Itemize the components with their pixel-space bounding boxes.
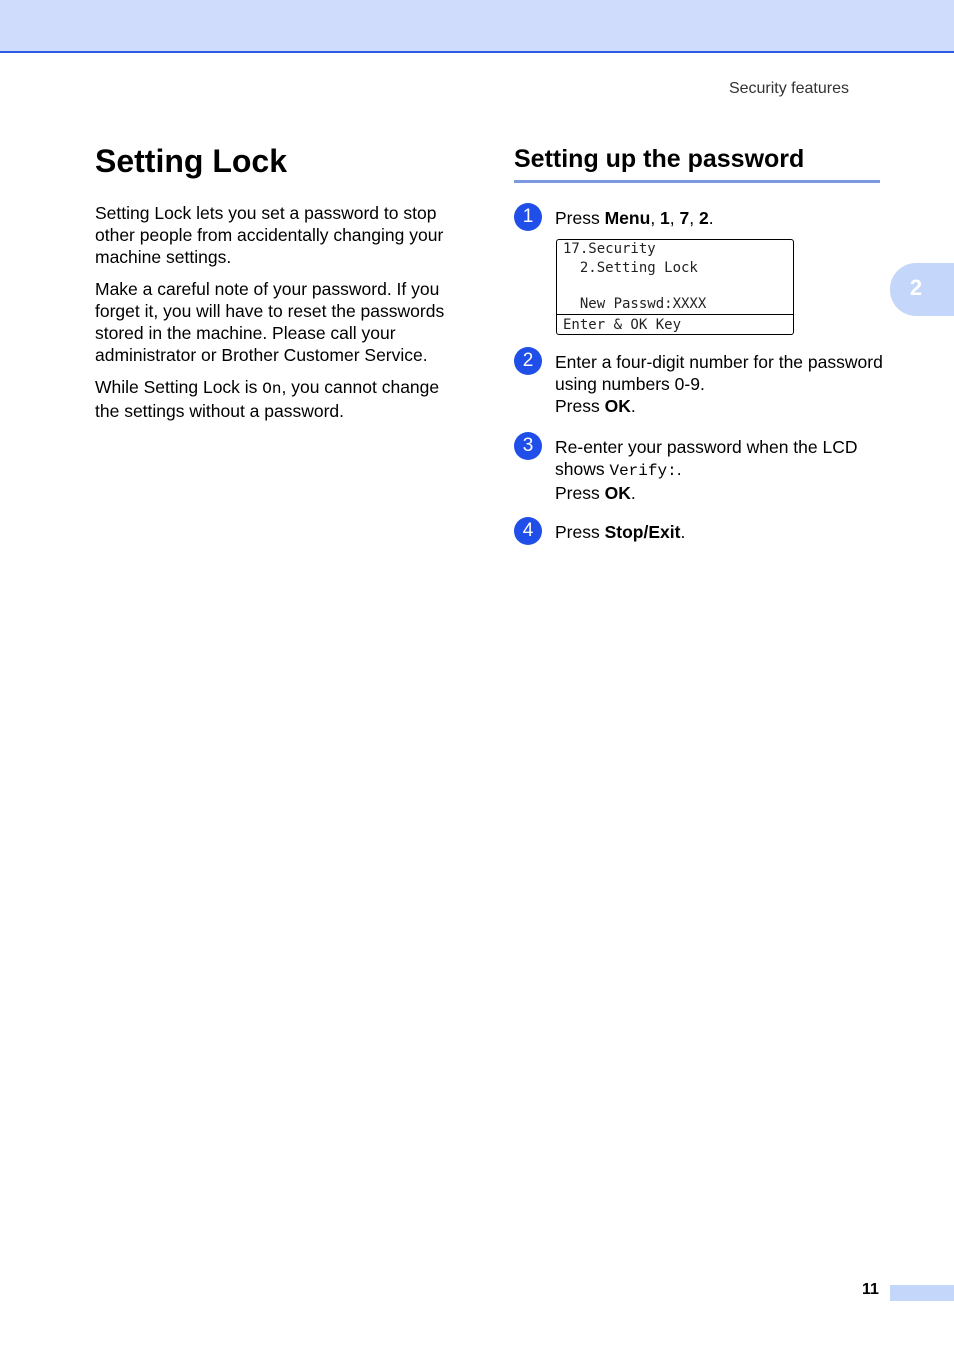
- lcd-line-1: 17.Security: [563, 241, 656, 257]
- lcd-display: [556, 239, 794, 335]
- step-4-text: Press Stop/Exit.: [555, 522, 686, 542]
- step-3: [514, 432, 884, 504]
- intro-paragraph-3: While Setting Lock is On, you cannot change the settings without a password.: [95, 377, 440, 421]
- step-3-text: Re-enter your password when the LCD shows Verify:. Press OK.: [555, 437, 858, 503]
- page-number: 11: [862, 1281, 879, 1298]
- verify-code: Verify:: [609, 462, 677, 480]
- lcd-line-3: New Passwd:XXXX: [563, 296, 707, 312]
- chapter-number: 2: [909, 275, 923, 300]
- step-number-badge: 1: [514, 203, 542, 231]
- intro-paragraph-1: Setting Lock lets you set a password to stop other people from accidentally changing your machine settings.: [95, 203, 444, 267]
- running-head: Security features: [728, 80, 849, 97]
- page-title: Setting Lock: [95, 143, 288, 179]
- step-2: [514, 347, 884, 417]
- section-title: Setting up the password: [514, 145, 880, 183]
- intro-text: [95, 202, 465, 432]
- lcd-line-4: Enter & OK Key: [563, 317, 682, 333]
- header-band: [0, 0, 954, 53]
- step-1: [514, 203, 884, 229]
- step-4: [514, 517, 884, 543]
- step-number-badge: 4: [514, 517, 542, 545]
- chapter-tab: [890, 263, 954, 316]
- intro-paragraph-2: Make a careful note of your password. If you forget it, you will have to reset the passwords stored in the machine. Please call your administrator or Brother Customer Service.: [95, 279, 445, 365]
- on-code: On: [262, 380, 282, 398]
- step-1-text: Press Menu, 1, 7, 2.: [555, 208, 714, 228]
- step-2-text: Enter a four-digit number for the password using numbers 0-9. Press OK.: [555, 352, 883, 416]
- step-number-badge: 3: [514, 432, 542, 460]
- lcd-line-2: 2.Setting Lock: [563, 260, 698, 276]
- step-number-badge: 2: [514, 347, 542, 375]
- lcd-divider: [557, 314, 793, 315]
- page-tab: [890, 1285, 954, 1301]
